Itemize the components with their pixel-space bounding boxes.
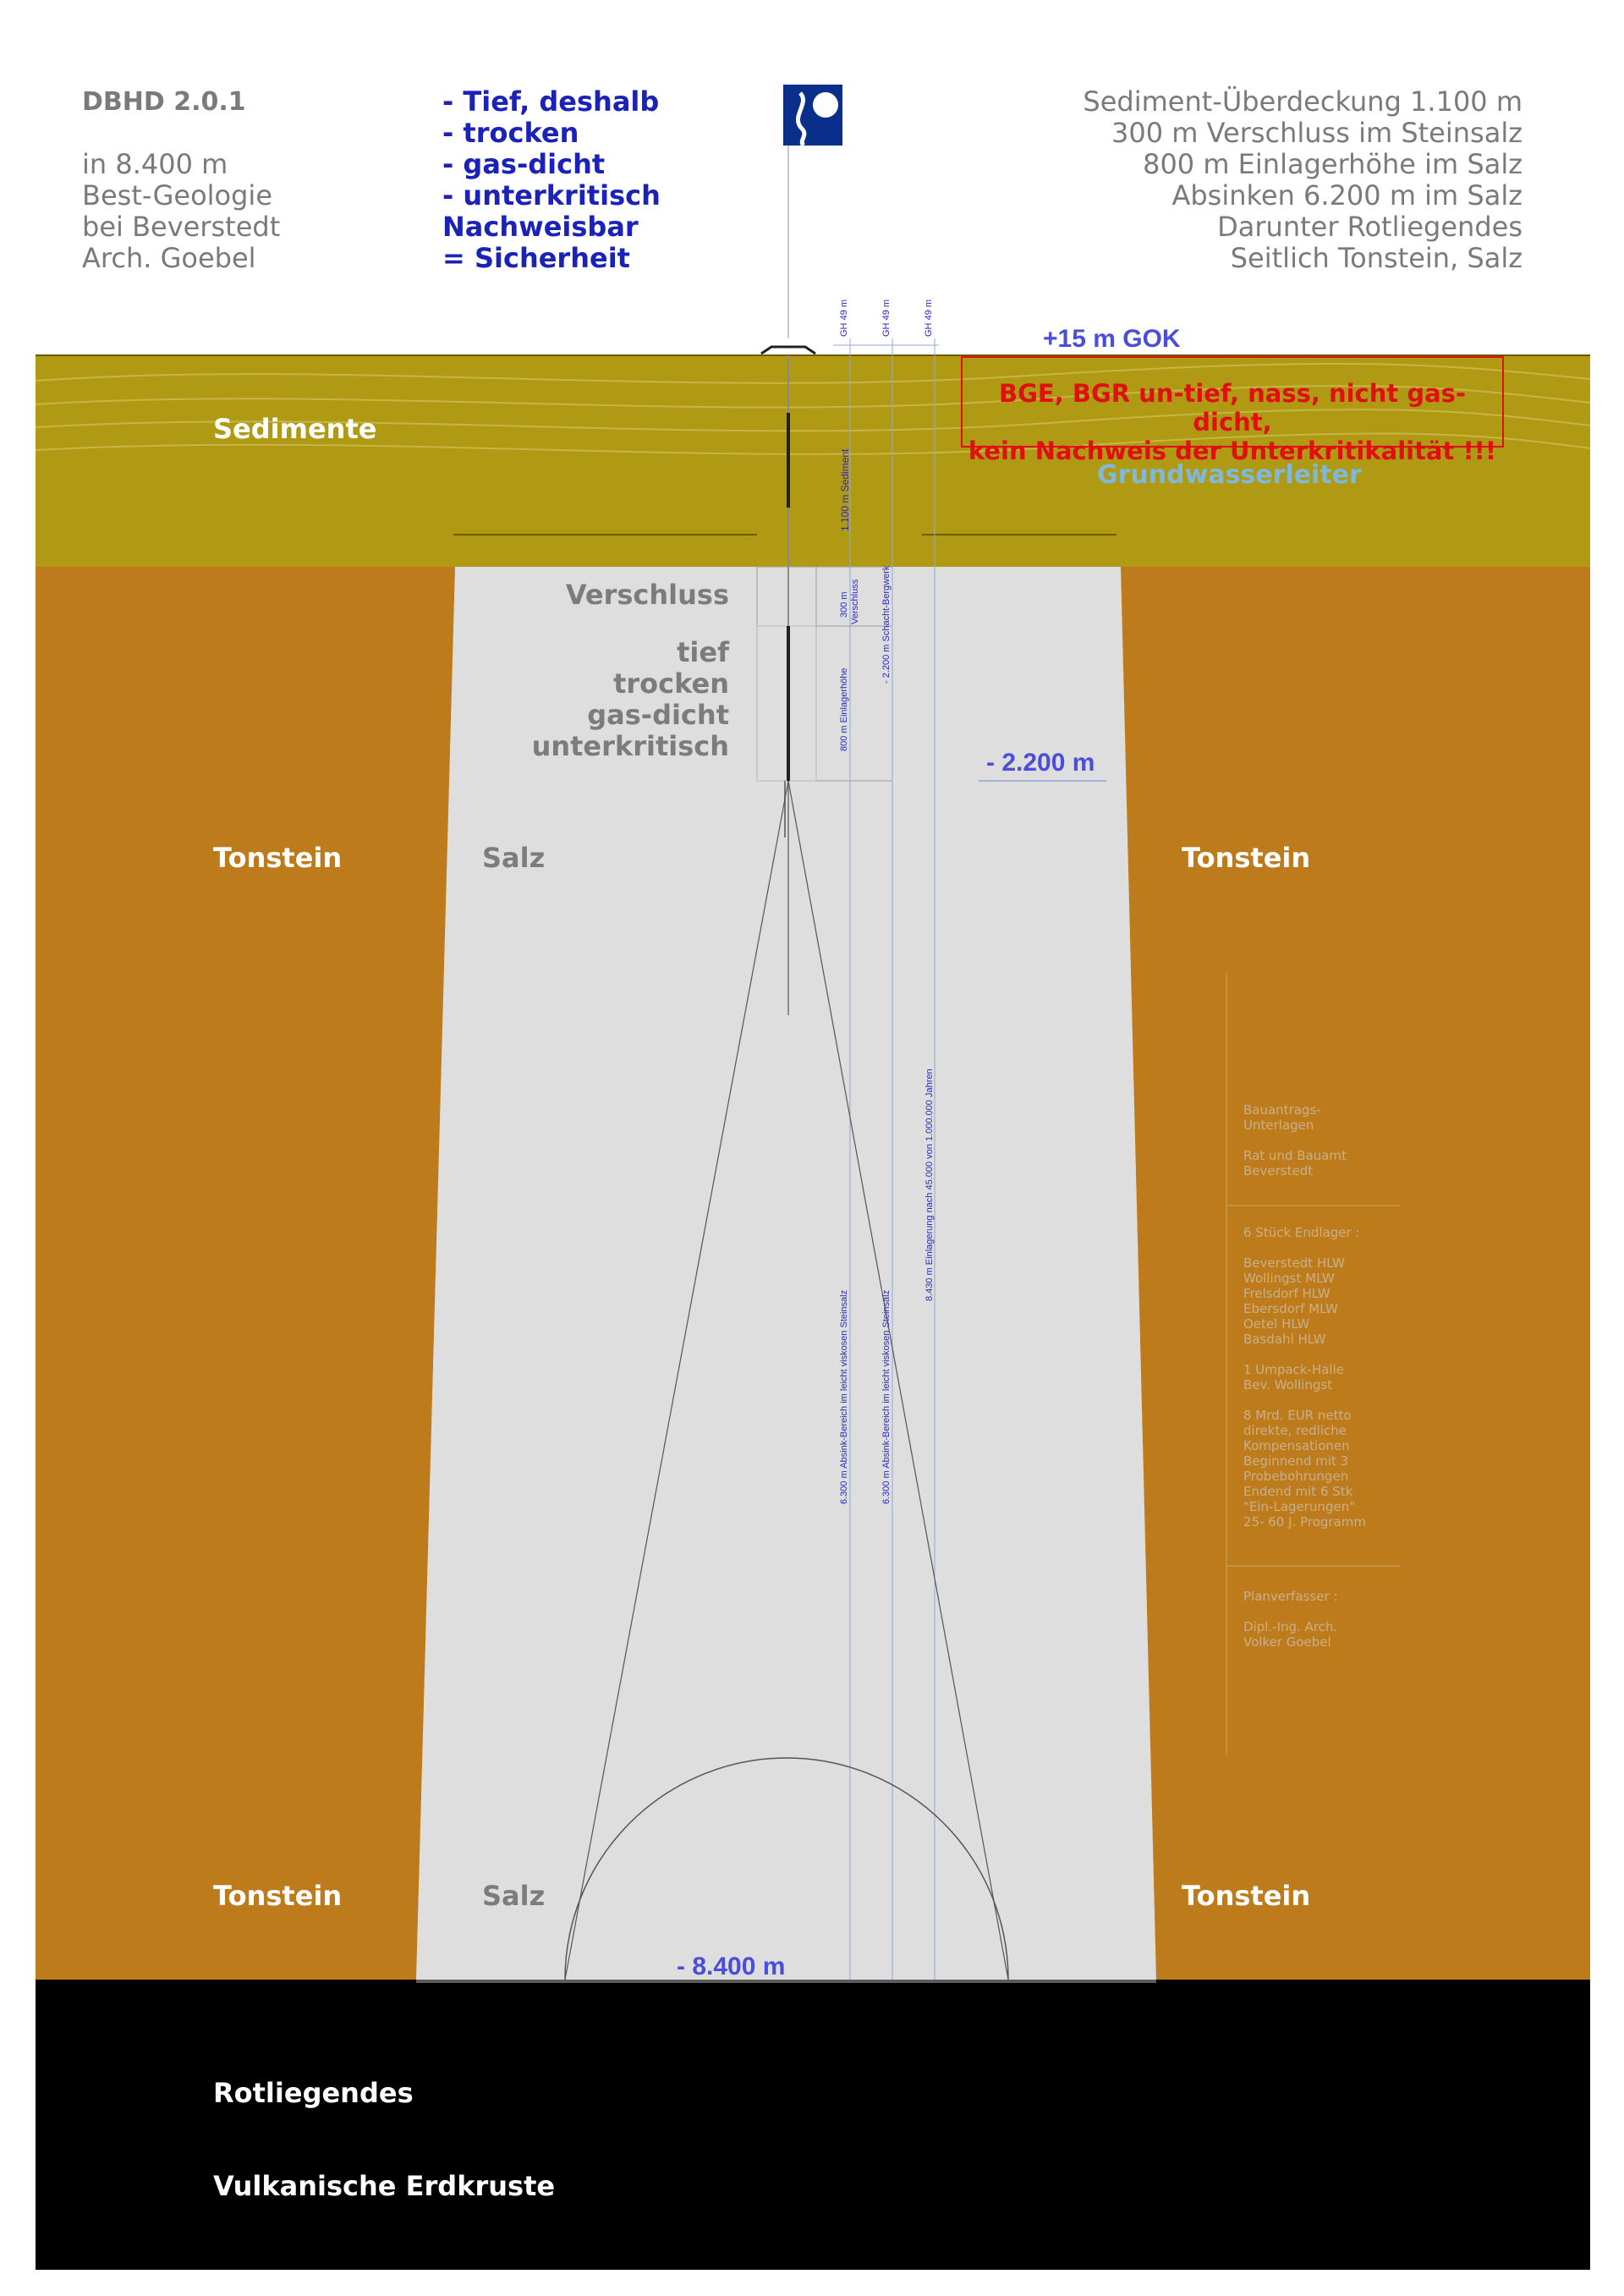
header-right-line: Sediment-Überdeckung 1.100 m — [1083, 85, 1522, 118]
shaft-feature: gas-dicht — [587, 699, 729, 731]
header-middle-line: Nachweisbar — [442, 211, 639, 243]
depth-2200-label: - 2.200 m — [986, 749, 1095, 777]
warning-text — [962, 379, 1503, 465]
doc-title: DBHD 2.0.1 — [82, 87, 246, 117]
header-right-line: Seitlich Tonstein, Salz — [1230, 242, 1522, 274]
schacht-dim-label: - 2.200 m Schacht-Bergwerk — [881, 565, 892, 684]
absink-dim-label: 6.300 m Absink-Bereich im leicht viskosen Steinsalz — [839, 1289, 849, 1504]
sedimente-label: Sedimente — [213, 413, 377, 445]
header-left-line: Best-Geologie — [82, 179, 272, 211]
depth-8400-label: - 8.400 m — [677, 1953, 786, 1980]
sidebar-block-bauantrag: Bauantrags- Unterlagen Rat und Bauamt Beverstedt — [1243, 1102, 1347, 1178]
header-right-line: 800 m Einlagerhöhe im Salz — [1143, 148, 1522, 180]
gh-label: GH 49 m — [924, 299, 934, 337]
header-middle-line: - Tief, deshalb — [442, 85, 660, 118]
gh-label: GH 49 m — [839, 299, 849, 337]
header-middle-line: - unterkritisch — [442, 179, 661, 211]
gh-label: GH 49 m — [881, 299, 892, 337]
tonstein-label-left-lower: Tonstein — [213, 1880, 343, 1912]
einlagerhoehe-dim-label: 800 m Einlagerhöhe — [839, 667, 849, 751]
absink-dim-label: 6.300 m Absink-Bereich im leicht viskosen Steinsalz — [881, 1289, 892, 1504]
verschluss-dim-label: Verschluss — [850, 579, 860, 624]
verschluss-label: Verschluss — [565, 579, 729, 611]
logo-icon — [783, 85, 842, 146]
header-right-line: Absinken 6.200 m im Salz — [1171, 179, 1522, 211]
sidebar-block-endlager: 6 Stück Endlager : Beverstedt HLW Wollingst MLW Frelsdorf HLW Ebersdorf MLW Oetel HLW Basdahl HLW 1 Umpack-Halle Bev. Wollingst 8 Mrd. EUR netto direkte, redliche Kompensationen Beginnend mit 3 Probebohrungen Endend mit 6 Stk "Ein-Lagerungen" 25- 60 J. Programm — [1243, 1225, 1366, 1530]
salz-label-upper: Salz — [482, 842, 546, 874]
tonstein-label-right-upper: Tonstein — [1182, 842, 1311, 874]
tonstein-label-left-upper: Tonstein — [213, 842, 343, 874]
warning-line: BGE, BGR un-tief, nass, nicht gas-dicht, — [999, 379, 1466, 437]
header-right-line: 300 m Verschluss im Steinsalz — [1111, 117, 1522, 149]
header-right-line: Darunter Rotliegendes — [1217, 211, 1522, 243]
shaft-feature: tief — [677, 636, 729, 668]
erdkruste-label: Vulkanische Erdkruste — [213, 2170, 556, 2202]
shaft-feature: unterkritisch — [531, 730, 729, 762]
shaft-feature: trocken — [613, 667, 729, 700]
crust-layer — [36, 1980, 1590, 2270]
shaft-features — [508, 637, 729, 762]
sediment-dim-label: 1.100 m Sediment — [839, 448, 851, 531]
rotliegendes-label: Rotliegendes — [213, 2077, 414, 2109]
header-middle-line: = Sicherheit — [442, 242, 630, 274]
tonstein-label-right-lower: Tonstein — [1182, 1880, 1311, 1912]
gok-label: +15 m GOK — [1043, 325, 1181, 353]
verschluss-dim-label: 300 m — [839, 591, 849, 618]
sidebar-block-planverfasser: Planverfasser : Dipl.-Ing. Arch. Volker Goebel — [1243, 1589, 1338, 1650]
warning-line: kein Nachweis der Unterkritikalität !!! — [968, 437, 1497, 465]
salz-label-lower: Salz — [482, 1880, 546, 1912]
grundwasser-label: Grundwasserleiter — [1097, 460, 1362, 490]
header-left-line: bei Beverstedt — [82, 211, 281, 243]
salt-dome — [416, 567, 1156, 1980]
header-left-line: in 8.400 m — [82, 148, 228, 180]
header-middle-line: - trocken — [442, 117, 579, 149]
header-middle-line: - gas-dicht — [442, 148, 606, 180]
einlagerung-dim-label: 8.430 m Einlagerung nach 45.000 von 1.000.000 Jahren — [924, 1068, 935, 1301]
header-left-line: Arch. Goebel — [82, 242, 256, 274]
